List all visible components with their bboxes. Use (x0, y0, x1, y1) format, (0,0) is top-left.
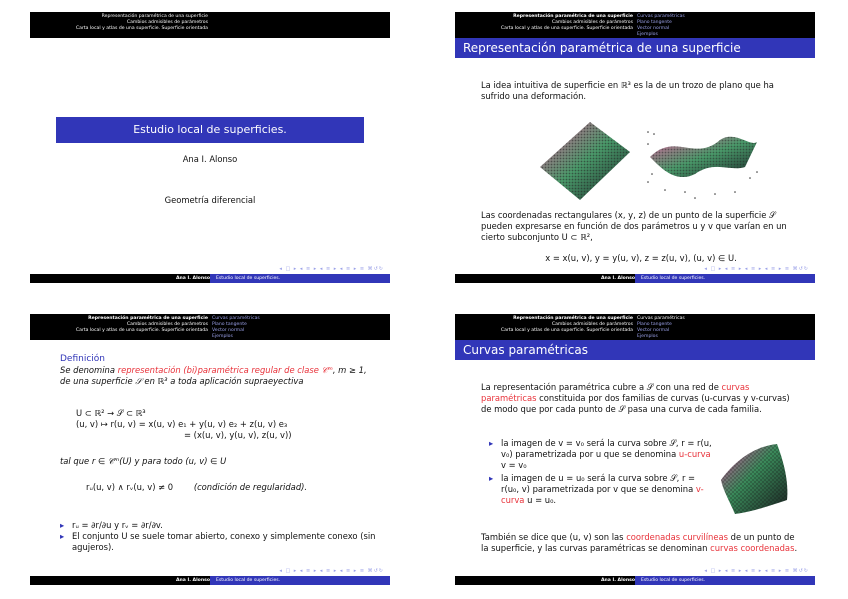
section-link[interactable]: Carta local y atlas de una superficie. Superficie orientada (500, 328, 633, 333)
mapping-block (76, 408, 376, 441)
coordinates-text: Las coordenadas rectangulares (x, y, z) de un punto de la superficie 𝒮 pueden expresarse en función de dos parámetros u y v que varían en un cierto subconjunto U ⊂ ℝ², (481, 210, 787, 242)
section-link[interactable]: Carta local y atlas de una superficie. Superficie orientada (500, 26, 633, 31)
subsection-link[interactable]: Plano tangente (212, 322, 247, 327)
subsection-link[interactable]: Curvas paramétricas (212, 316, 260, 321)
section-link[interactable]: Cambios admisibles de parámetros (551, 20, 633, 25)
surface-deformation-figure (535, 112, 765, 202)
definition-heading: Definición (60, 354, 105, 364)
header-bar (30, 12, 390, 38)
regularity-note: (condición de regularidad). (193, 482, 308, 492)
section-link[interactable]: Cambios admisibles de parámetros (126, 20, 208, 25)
subsection-link[interactable]: Ejemplos (637, 334, 658, 339)
beamer-nav-symbols[interactable]: ◂ □ ▸ ◂ ≡ ▸ ◂ ≡ ▸ ◂ ≡ ▸ ≡ ⌘↺↻ (704, 266, 809, 272)
beamer-nav-symbols[interactable]: ◂ □ ▸ ◂ ≡ ▸ ◂ ≡ ▸ ◂ ≡ ▸ ≡ ⌘↺↻ (279, 266, 384, 272)
mapping-line: (u, v) ↦ r(u, v) = x(u, v) e₁ + y(u, v) e₂ + z(u, v) e₃ (76, 419, 288, 429)
intro-text: La idea intuitiva de superficie en ℝ³ es la de un trozo de plano que ha sufrido una deformación. (481, 80, 774, 101)
highlight-term: coordenadas curvilíneas (626, 532, 728, 542)
text-span: La representación paramétrica cubre a 𝒮 con una red de (481, 382, 722, 392)
parametric-surface-figure (717, 440, 793, 516)
intro-paragraph (481, 382, 801, 415)
footer-title: Estudio local de superficies. (210, 576, 390, 585)
author-name: Ana I. Alonso (182, 154, 238, 164)
text-span: la imagen de v = v₀ será la curva sobre 𝒮, r = r(u, v₀) parametrizada por u que se denomina (501, 438, 712, 459)
institute: Geometría diferencial (164, 195, 256, 205)
mapping-line: = (x(u, v), y(u, v), z(u, v)) (184, 430, 292, 440)
section-link[interactable]: Cambios admisibles de parámetros (126, 322, 208, 327)
text-span: . (794, 543, 798, 553)
header-bar (455, 314, 815, 340)
definition-text (60, 365, 376, 387)
list-item: ▸ El conjunto U se suele tomar abierto, conexo y simplemente conexo (sin agujeros). (60, 531, 376, 553)
parametric-equation: x = x(u, v), y = y(u, v), z = z(u, v), (u, v) ∈ U. (545, 253, 737, 263)
section-link-current[interactable]: Representación paramétrica de una superficie (513, 316, 633, 321)
subsection-link[interactable]: Vector normal (212, 328, 245, 333)
section-link[interactable]: Carta local y atlas de una superficie. Superficie orientada (75, 26, 208, 31)
subsection-link[interactable]: Curvas paramétricas (637, 14, 685, 19)
subsection-link[interactable]: Vector normal (637, 328, 670, 333)
subsection-link[interactable]: Vector normal (637, 26, 670, 31)
highlight-term: u-curva (678, 449, 711, 459)
definition-text-b: , m ≥ 1, de una superficie 𝒮 en ℝ³ a toda aplicación supraeyectiva (60, 365, 367, 386)
text-span: v = v₀ (501, 460, 527, 470)
text-span: la imagen de u = u₀ será la curva sobre 𝒮, r = r(u₀, v) parametrizada por v que se denomina (501, 473, 696, 494)
slide-title (30, 12, 390, 283)
presentation-title: Estudio local de superficies. (56, 117, 364, 143)
text-span: u = u₀. (524, 495, 557, 505)
list-item (489, 438, 715, 471)
section-nav (76, 14, 208, 32)
footer-author: Ana I. Alonso (600, 578, 635, 583)
section-link[interactable]: Carta local y atlas de una superficie. Superficie orientada (75, 328, 208, 333)
footer-title: Estudio local de superficies. (635, 274, 815, 283)
highlight-term: curvas paramétricas (481, 382, 750, 403)
section-nav (501, 14, 633, 32)
section-link-current[interactable]: Representación paramétrica de una superficie (513, 14, 633, 19)
text-span: de un punto de la superficie, y las curvas paramétricas se denominan (481, 532, 795, 553)
section-link[interactable]: Cambios admisibles de parámetros (551, 322, 633, 327)
header-bar (455, 12, 815, 38)
slide-curvas-parametricas (455, 314, 815, 585)
subsection-link[interactable]: Ejemplos (212, 334, 233, 339)
slide-representacion (455, 12, 815, 283)
footer-bar (455, 576, 815, 585)
text-span: constituida por dos familias de curvas (u-curvas y v-curvas) de modo que por cada punto de 𝒮 pasa una curva de cada familia. (481, 393, 790, 414)
highlight-term: curvas coordenadas (710, 543, 795, 553)
footer-bar (455, 274, 815, 283)
footer-title: Estudio local de superficies. (210, 274, 390, 283)
list-item (489, 473, 715, 506)
subsection-nav (637, 316, 685, 340)
definition-term: representación (bi)paramétrica regular de clase 𝒞ᵐ (117, 365, 333, 375)
section-link[interactable]: Representación paramétrica de una superficie (101, 14, 208, 19)
subsection-link[interactable]: Ejemplos (637, 32, 658, 37)
section-link-current[interactable]: Representación paramétrica de una superficie (88, 316, 208, 321)
subsection-link[interactable]: Plano tangente (637, 322, 672, 327)
frame-title: Representación paramétrica de una superficie (455, 38, 815, 58)
text-span: También se dice que (u, v) son las (481, 532, 627, 542)
regularity-formula: rᵤ(u, v) ∧ rᵥ(u, v) ≠ 0 (86, 482, 174, 492)
subsection-nav (637, 14, 685, 38)
section-nav (76, 316, 208, 334)
beamer-nav-symbols[interactable]: ◂ □ ▸ ◂ ≡ ▸ ◂ ≡ ▸ ◂ ≡ ▸ ≡ ⌘↺↻ (704, 568, 809, 574)
condition-text: tal que r ∈ 𝒞ᵐ(U) y para todo (u, v) ∈ U (60, 456, 227, 466)
footer-bar (30, 576, 390, 585)
footer-title: Estudio local de superficies. (635, 576, 815, 585)
regularity-condition (86, 482, 376, 493)
beamer-nav-symbols[interactable]: ◂ □ ▸ ◂ ≡ ▸ ◂ ≡ ▸ ◂ ≡ ▸ ≡ ⌘↺↻ (279, 568, 384, 574)
section-nav (501, 316, 633, 334)
definition-text-a: Se denomina (60, 365, 118, 375)
subsection-link-current[interactable]: Curvas paramétricas (637, 316, 685, 321)
footer-author: Ana I. Alonso (600, 276, 635, 281)
closing-paragraph (481, 532, 801, 554)
curves-list (489, 438, 715, 506)
subsection-nav (212, 316, 260, 340)
highlight-term: v-curva (501, 484, 704, 505)
list-item: ▸ rᵤ = ∂r/∂u y rᵥ = ∂r/∂v. (60, 520, 376, 531)
mapping-line: U ⊂ ℝ² → 𝒮 ⊂ ℝ³ (76, 408, 146, 418)
footer-author: Ana I. Alonso (175, 276, 210, 281)
frame-title: Curvas paramétricas (455, 340, 815, 360)
subsection-link[interactable]: Plano tangente (637, 20, 672, 25)
footer-author: Ana I. Alonso (175, 578, 210, 583)
notes-list (60, 520, 376, 553)
slide-definicion (30, 314, 390, 585)
header-bar (30, 314, 390, 340)
definition-block (60, 354, 376, 387)
footer-bar (30, 274, 390, 283)
